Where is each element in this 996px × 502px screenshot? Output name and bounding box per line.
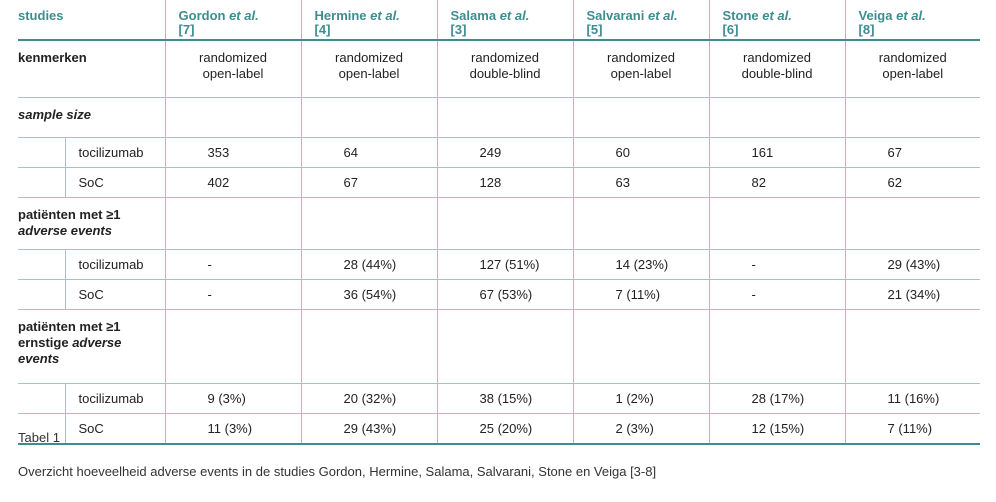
table-cell: 353 <box>165 138 301 168</box>
table-cell: 11 (16%) <box>845 384 980 414</box>
study-header: Veiga et al. [8] <box>845 0 980 40</box>
studies-header: studies <box>18 0 165 40</box>
table-cell: 9 (3%) <box>165 384 301 414</box>
indent-cell <box>18 138 65 168</box>
table-cell: 12 (15%) <box>709 414 845 445</box>
section-header-row <box>18 198 980 250</box>
table-cell: 161 <box>709 138 845 168</box>
table-cell <box>845 198 980 250</box>
table-cell <box>573 98 709 138</box>
table-cell: 28 (17%) <box>709 384 845 414</box>
table-cell: 67 (53%) <box>437 280 573 310</box>
table-row <box>18 384 980 414</box>
table-row <box>18 414 980 445</box>
table-row <box>18 168 980 198</box>
table-cell: 64 <box>301 138 437 168</box>
row-label: tocilizumab <box>65 138 165 168</box>
table-cell: 7 (11%) <box>573 280 709 310</box>
table-cell <box>301 98 437 138</box>
table-cell <box>709 198 845 250</box>
table-cell <box>301 198 437 250</box>
table-cell: 36 (54%) <box>301 280 437 310</box>
table-cell <box>573 198 709 250</box>
table-cell <box>165 198 301 250</box>
section-label: patiënten met ≥1 ernstige adverse events <box>18 310 165 384</box>
indent-cell <box>18 168 65 198</box>
table-wrapper <box>18 0 980 445</box>
table-row <box>18 250 980 280</box>
table-cell: randomized double-blind <box>437 40 573 98</box>
table-cell: randomized open-label <box>301 40 437 98</box>
table-cell: 2 (3%) <box>573 414 709 445</box>
indent-cell <box>18 280 65 310</box>
table-cell: 20 (32%) <box>301 384 437 414</box>
row-label: tocilizumab <box>65 250 165 280</box>
table-caption-title: Tabel 1 <box>18 430 60 445</box>
table-cell: 249 <box>437 138 573 168</box>
table-cell: randomized open-label <box>845 40 980 98</box>
table-cell <box>165 98 301 138</box>
table-cell <box>709 98 845 138</box>
table-cell <box>301 310 437 384</box>
table-cell <box>573 310 709 384</box>
study-header: Hermine et al. [4] <box>301 0 437 40</box>
table-cell: 7 (11%) <box>845 414 980 445</box>
table-cell <box>845 310 980 384</box>
table-cell <box>845 98 980 138</box>
row-label: SoC <box>65 168 165 198</box>
section-label: sample size <box>18 98 165 138</box>
row-label: SoC <box>65 280 165 310</box>
study-header: Stone et al. [6] <box>709 0 845 40</box>
study-header: Salvarani et al. [5] <box>573 0 709 40</box>
table-row <box>18 138 980 168</box>
table-cell: 14 (23%) <box>573 250 709 280</box>
adverse-events-table <box>18 0 980 445</box>
table-cell: 28 (44%) <box>301 250 437 280</box>
table-cell: randomized open-label <box>573 40 709 98</box>
table-cell: 127 (51%) <box>437 250 573 280</box>
table-cell: 1 (2%) <box>573 384 709 414</box>
kenmerken-row <box>18 40 980 98</box>
section-label: patiënten met ≥1 adverse events <box>18 198 165 250</box>
table-cell: 29 (43%) <box>301 414 437 445</box>
study-header: Gordon et al. [7] <box>165 0 301 40</box>
table-cell: randomized open-label <box>165 40 301 98</box>
table-cell: - <box>709 250 845 280</box>
table-cell: 63 <box>573 168 709 198</box>
table-cell <box>437 310 573 384</box>
table-cell <box>437 198 573 250</box>
table-cell: 60 <box>573 138 709 168</box>
table-cell <box>165 310 301 384</box>
table-cell <box>437 98 573 138</box>
table-cell: 82 <box>709 168 845 198</box>
table-row <box>18 280 980 310</box>
section-header-row <box>18 98 980 138</box>
table-cell: 62 <box>845 168 980 198</box>
table-cell: - <box>709 280 845 310</box>
row-label: tocilizumab <box>65 384 165 414</box>
kenmerken-label: kenmerken <box>18 40 165 98</box>
indent-cell <box>18 384 65 414</box>
table-cell: 402 <box>165 168 301 198</box>
indent-cell <box>18 250 65 280</box>
row-label: SoC <box>65 414 165 445</box>
study-header: Salama et al. [3] <box>437 0 573 40</box>
table-cell: - <box>165 280 301 310</box>
table-cell: 21 (34%) <box>845 280 980 310</box>
section-header-row <box>18 310 980 384</box>
table-cell: 128 <box>437 168 573 198</box>
table-cell: randomized double-blind <box>709 40 845 98</box>
table-caption-text: Overzicht hoeveelheid adverse events in de studies Gordon, Hermine, Salama, Salvarani, Stone en Veiga [3-8] <box>18 464 657 479</box>
table-cell: 25 (20%) <box>437 414 573 445</box>
table-cell <box>709 310 845 384</box>
header-row <box>18 0 980 40</box>
table-cell: 67 <box>845 138 980 168</box>
table-cell: 29 (43%) <box>845 250 980 280</box>
table-cell: 38 (15%) <box>437 384 573 414</box>
table-cell: - <box>165 250 301 280</box>
table-cell: 11 (3%) <box>165 414 301 445</box>
table-cell: 67 <box>301 168 437 198</box>
